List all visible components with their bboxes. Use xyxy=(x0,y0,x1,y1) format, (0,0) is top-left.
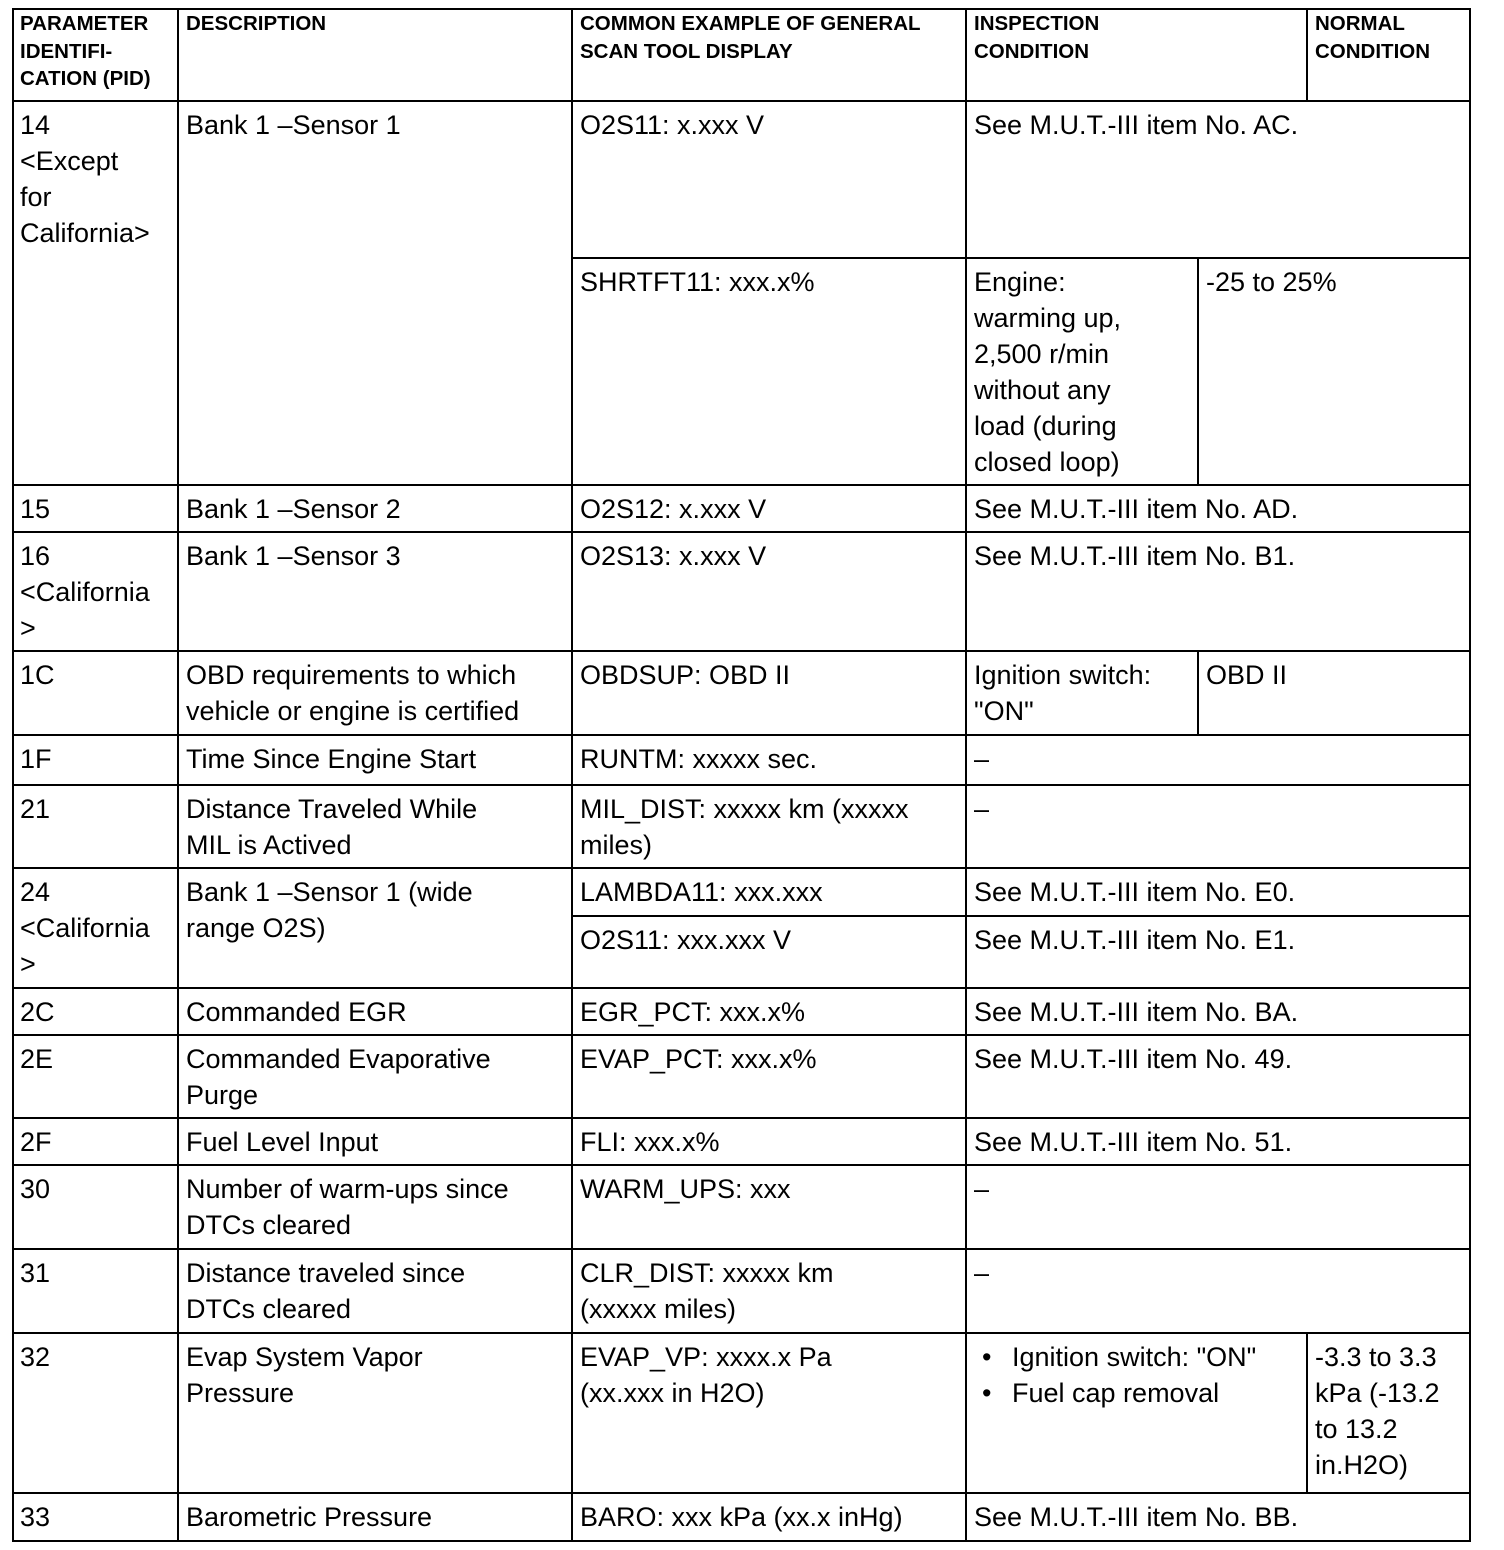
header-inspection-condition xyxy=(966,8,1306,101)
cell-text: See M.U.T.-III item No. AD. xyxy=(974,494,1299,524)
row-32-description xyxy=(178,1333,571,1493)
row-14-description xyxy=(178,101,571,485)
cell-text: range O2S) xyxy=(186,913,326,943)
cell-text: EVAP_PCT: xxx.x% xyxy=(580,1044,817,1074)
cell-text: without any xyxy=(974,375,1111,405)
row-33-inspection xyxy=(966,1493,1471,1542)
cell-text: vehicle or engine is certified xyxy=(186,696,520,726)
grid-line xyxy=(12,1492,1471,1494)
row-24-scan-a xyxy=(572,868,965,916)
cell-text: 2,500 r/min xyxy=(974,339,1110,369)
cell-text: O2S11: x.xxx V xyxy=(580,110,765,140)
cell-text: Bank 1 –Sensor 1 xyxy=(186,110,401,140)
grid-line xyxy=(12,100,1471,102)
row-1c-pid xyxy=(12,651,177,735)
cell-text: O2S13: x.xxx V xyxy=(580,541,767,571)
cell-text: MIL_DIST: xxxxx km (xxxxx xyxy=(580,794,909,824)
cell-text: FLI: xxx.x% xyxy=(580,1127,720,1157)
grid-line xyxy=(12,1034,1471,1036)
header-text: IDENTIFI- xyxy=(20,39,113,63)
cell-text: 21 xyxy=(20,794,51,824)
cell-text: See M.U.T.-III item No. 49. xyxy=(974,1044,1293,1074)
pid-table xyxy=(12,8,1471,1542)
row-14-inspection-a xyxy=(966,101,1471,257)
row-15-inspection xyxy=(966,485,1471,532)
grid-line xyxy=(12,1164,1471,1166)
row-16-description xyxy=(178,532,571,651)
grid-line xyxy=(12,1332,1471,1334)
cell-text: 2C xyxy=(20,997,55,1027)
header-text: COMMON EXAMPLE OF GENERAL xyxy=(580,12,921,35)
cell-text: for xyxy=(20,182,52,212)
row-24-inspection-b xyxy=(966,916,1471,988)
grid-line xyxy=(965,8,967,1542)
row-24-inspection-a xyxy=(966,868,1471,916)
cell-text: RUNTM: xxxxx sec. xyxy=(580,744,818,774)
grid-line xyxy=(12,650,1471,652)
row-21-inspection xyxy=(966,785,1471,868)
cell-text: SHRTFT11: xxx.x% xyxy=(580,267,815,297)
row-24-pid xyxy=(12,868,177,988)
row-16-pid xyxy=(12,532,177,651)
cell-text: "ON" xyxy=(974,696,1034,726)
row-2e-scan xyxy=(572,1035,965,1118)
row-31-pid xyxy=(12,1249,177,1333)
row-2c-description xyxy=(178,988,571,1035)
cell-text: Bank 1 –Sensor 1 (wide xyxy=(186,877,473,907)
cell-text: <California xyxy=(20,913,150,943)
cell-text: 16 xyxy=(20,541,51,571)
grid-line xyxy=(12,1117,1471,1119)
cell-text: <Except xyxy=(20,146,119,176)
grid-line xyxy=(571,257,1471,259)
grid-line xyxy=(1197,257,1199,485)
row-1f-inspection xyxy=(966,735,1471,785)
row-30-pid xyxy=(12,1165,177,1249)
cell-text: kPa (-13.2 xyxy=(1315,1378,1440,1408)
grid-line xyxy=(12,1248,1471,1250)
row-32-pid xyxy=(12,1333,177,1493)
cell-text: closed loop) xyxy=(974,447,1120,477)
grid-line xyxy=(1197,650,1199,735)
row-33-pid xyxy=(12,1493,177,1542)
cell-text: Engine: xyxy=(974,267,1066,297)
cell-text: 32 xyxy=(20,1342,51,1372)
cell-text: 31 xyxy=(20,1258,51,1288)
header-normal-condition xyxy=(1307,8,1471,101)
row-2f-description xyxy=(178,1118,571,1165)
cell-text: 1C xyxy=(20,660,55,690)
row-14-pid xyxy=(12,101,177,485)
cell-text: See M.U.T.-III item No. E1. xyxy=(974,925,1296,955)
cell-text: DTCs cleared xyxy=(186,1210,352,1240)
grid-line xyxy=(1306,1332,1308,1493)
cell-text: – xyxy=(974,1258,990,1288)
row-14-scan-a xyxy=(572,101,965,257)
cell-text: 2F xyxy=(20,1127,52,1157)
cell-text: (xx.xxx in H2O) xyxy=(580,1378,765,1408)
row-14-inspection-b xyxy=(966,258,1197,485)
row-2c-scan xyxy=(572,988,965,1035)
row-31-scan xyxy=(572,1249,965,1333)
cell-text: 14 xyxy=(20,110,51,140)
cell-text: Pressure xyxy=(186,1378,295,1408)
row-2f-scan xyxy=(572,1118,965,1165)
cell-text: 30 xyxy=(20,1174,51,1204)
cell-text: See M.U.T.-III item No. B1. xyxy=(974,541,1296,571)
cell-text: See M.U.T.-III item No. BA. xyxy=(974,997,1299,1027)
cell-text: BARO: xxx kPa (xx.x inHg) xyxy=(580,1502,903,1532)
cell-text: warming up, xyxy=(974,303,1122,333)
cell-text: > xyxy=(20,613,36,643)
grid-line xyxy=(12,784,1471,786)
cell-text: (xxxxx miles) xyxy=(580,1294,736,1324)
cell-text: 24 xyxy=(20,877,51,907)
row-32-normal xyxy=(1307,1333,1471,1493)
cell-text: Commanded EGR xyxy=(186,997,407,1027)
cell-text: DTCs cleared xyxy=(186,1294,352,1324)
cell-text: See M.U.T.-III item No. 51. xyxy=(974,1127,1293,1157)
cell-text: 1F xyxy=(20,744,52,774)
grid-line xyxy=(12,484,1471,486)
row-2f-pid xyxy=(12,1118,177,1165)
bullet-list xyxy=(974,1339,1297,1411)
row-32-scan xyxy=(572,1333,965,1493)
row-2e-inspection xyxy=(966,1035,1471,1118)
cell-text: -25 to 25% xyxy=(1206,267,1337,297)
row-16-inspection xyxy=(966,532,1471,651)
row-2f-inspection xyxy=(966,1118,1471,1165)
cell-text: 33 xyxy=(20,1502,51,1532)
row-1f-description xyxy=(178,735,571,785)
cell-text: Bank 1 –Sensor 2 xyxy=(186,494,401,524)
row-1c-scan xyxy=(572,651,965,735)
cell-text: 15 xyxy=(20,494,51,524)
cell-text: See M.U.T.-III item No. BB. xyxy=(974,1502,1299,1532)
row-24-description xyxy=(178,868,571,988)
cell-text: 2E xyxy=(20,1044,54,1074)
cell-text: See M.U.T.-III item No. E0. xyxy=(974,877,1296,907)
cell-text: Evap System Vapor xyxy=(186,1342,423,1372)
row-32-inspection xyxy=(966,1333,1306,1493)
row-30-inspection xyxy=(966,1165,1471,1249)
header-text: PARAMETER xyxy=(20,12,149,35)
cell-text: O2S11: xxx.xxx V xyxy=(580,925,792,955)
cell-text: EGR_PCT: xxx.x% xyxy=(580,997,806,1027)
cell-text: OBD II xyxy=(1206,660,1288,690)
grid-line xyxy=(571,915,1471,917)
row-33-description xyxy=(178,1493,571,1542)
row-15-scan xyxy=(572,485,965,532)
header-text: CATION (PID) xyxy=(20,67,151,90)
cell-text: – xyxy=(974,744,990,774)
row-1f-scan xyxy=(572,735,965,785)
header-text: CONDITION xyxy=(1315,39,1431,63)
row-30-scan xyxy=(572,1165,965,1249)
row-16-scan xyxy=(572,532,965,651)
header-text: NORMAL xyxy=(1315,12,1405,35)
cell-text: -3.3 to 3.3 xyxy=(1315,1342,1437,1372)
row-15-description xyxy=(178,485,571,532)
cell-text: CLR_DIST: xxxxx km xyxy=(580,1258,834,1288)
cell-text: OBD requirements to which xyxy=(186,660,517,690)
cell-text: O2S12: x.xxx V xyxy=(580,494,767,524)
cell-text: <California xyxy=(20,577,150,607)
grid-line xyxy=(12,531,1471,533)
header-scan-tool-display xyxy=(572,8,965,101)
cell-text: LAMBDA11: xxx.xxx xyxy=(580,877,823,907)
cell-text: Distance Traveled While xyxy=(186,794,478,824)
cell-text: Commanded Evaporative xyxy=(186,1044,491,1074)
row-21-description xyxy=(178,785,571,868)
bullet-item: • Ignition switch: "ON" xyxy=(974,1339,1297,1375)
cell-text: load (during xyxy=(974,411,1117,441)
cell-text: California> xyxy=(20,218,150,248)
cell-text: in.H2O) xyxy=(1315,1450,1409,1480)
grid-line xyxy=(571,8,573,1542)
cell-text: EVAP_VP: xxxx.x Pa xyxy=(580,1342,832,1372)
row-2e-pid xyxy=(12,1035,177,1118)
row-31-description xyxy=(178,1249,571,1333)
cell-text: Number of warm-ups since xyxy=(186,1174,509,1204)
grid-line xyxy=(12,734,1471,736)
row-1c-normal xyxy=(1198,651,1471,735)
cell-text: OBDSUP: OBD II xyxy=(580,660,791,690)
header-text: INSPECTION xyxy=(974,12,1100,35)
header-text: SCAN TOOL DISPLAY xyxy=(580,39,793,63)
cell-text: Time Since Engine Start xyxy=(186,744,477,774)
row-24-scan-b xyxy=(572,916,965,988)
cell-text: > xyxy=(20,949,36,979)
row-14-scan-b xyxy=(572,258,965,485)
cell-text: Ignition switch: xyxy=(974,660,1152,690)
row-33-scan xyxy=(572,1493,965,1542)
grid-line xyxy=(1306,8,1308,101)
grid-line xyxy=(177,8,179,1542)
row-31-inspection xyxy=(966,1249,1471,1333)
cell-text: Distance traveled since xyxy=(186,1258,466,1288)
cell-text: Bank 1 –Sensor 3 xyxy=(186,541,401,571)
row-15-pid xyxy=(12,485,177,532)
row-2c-pid xyxy=(12,988,177,1035)
header-text: DESCRIPTION xyxy=(186,12,327,35)
row-14-normal-b xyxy=(1198,258,1471,485)
cell-text: miles) xyxy=(580,830,652,860)
row-21-pid xyxy=(12,785,177,868)
cell-text: to 13.2 xyxy=(1315,1414,1398,1444)
cell-text: WARM_UPS: xxx xyxy=(580,1174,791,1204)
cell-text: Purge xyxy=(186,1080,259,1110)
grid-line xyxy=(12,867,1471,869)
row-1c-inspection xyxy=(966,651,1197,735)
header-text: CONDITION xyxy=(974,39,1090,63)
row-2c-inspection xyxy=(966,988,1471,1035)
row-2e-description xyxy=(178,1035,571,1118)
header-description xyxy=(178,8,571,101)
header-pid xyxy=(12,8,177,101)
cell-text: MIL is Actived xyxy=(186,830,352,860)
cell-text: – xyxy=(974,794,990,824)
row-1c-description xyxy=(178,651,571,735)
row-1f-pid xyxy=(12,735,177,785)
grid-line xyxy=(12,987,1471,989)
cell-text: Fuel Level Input xyxy=(186,1127,379,1157)
bullet-item: • Fuel cap removal xyxy=(974,1375,1297,1411)
cell-text: Barometric Pressure xyxy=(186,1502,433,1532)
cell-text: See M.U.T.-III item No. AC. xyxy=(974,110,1299,140)
row-30-description xyxy=(178,1165,571,1249)
cell-text: – xyxy=(974,1174,990,1204)
row-21-scan xyxy=(572,785,965,868)
